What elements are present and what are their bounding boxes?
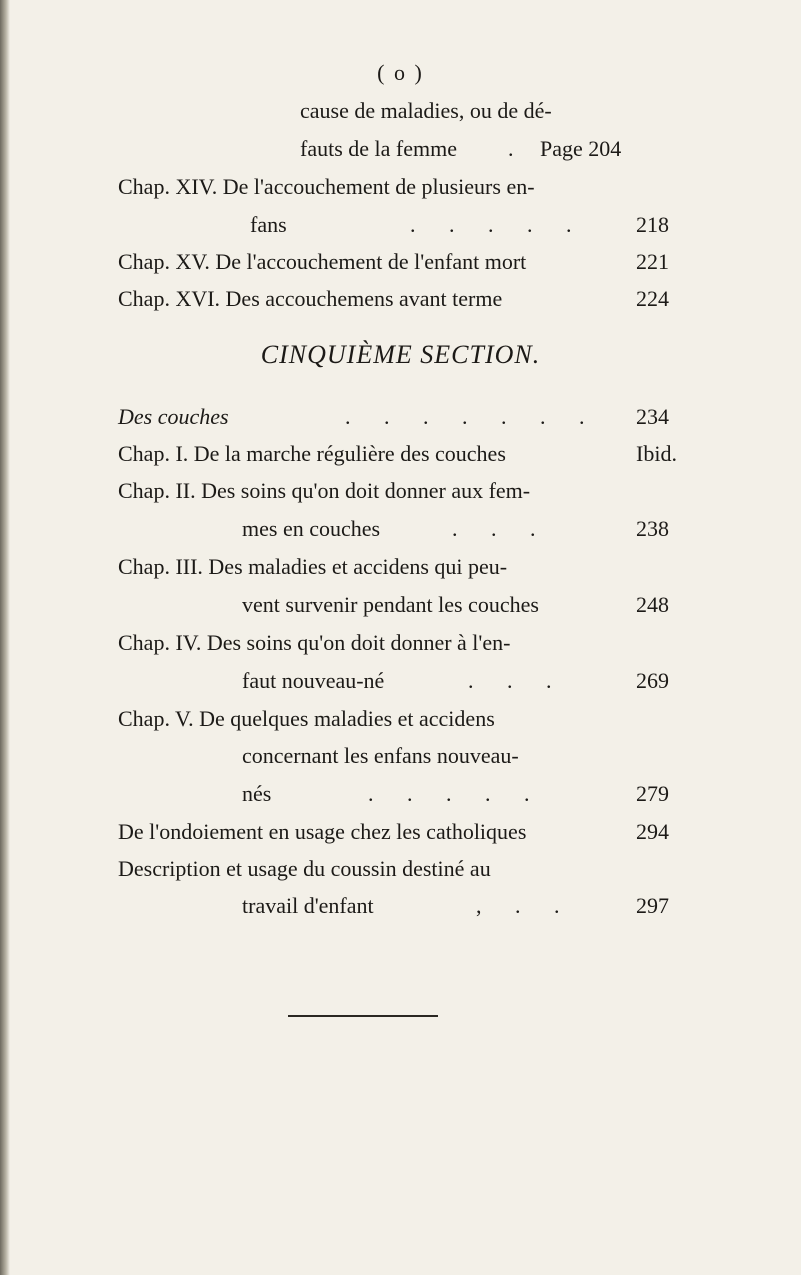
toc-line-text: De l'ondoiement en usage chez les catholiques: [118, 819, 527, 844]
toc-line: [0, 626, 801, 660]
toc-page-number: 279: [636, 781, 669, 806]
toc-line: [0, 437, 801, 471]
toc-page-number: 221: [636, 249, 669, 274]
toc-line-text: Chap. II. Des soins qu'on doit donner aux fem-: [118, 478, 531, 503]
page-number: ( o ): [377, 60, 424, 85]
toc-line: [0, 474, 801, 508]
toc-page-number: 218: [636, 212, 669, 237]
toc-line-text: Description et usage du coussin destiné au: [118, 856, 491, 881]
toc-line: [0, 512, 801, 546]
toc-line-text: Chap. V. De quelques maladies et accidens: [118, 706, 495, 731]
toc-line: [0, 94, 801, 128]
leader-dots: . . . . .: [368, 781, 544, 806]
toc-line: [0, 702, 801, 736]
toc-line: [0, 852, 801, 886]
toc-line-text: Chap. III. Des maladies et accidens qui peu-: [118, 554, 508, 579]
toc-line: [0, 245, 801, 279]
leader-dots: . . . . .: [410, 212, 586, 237]
leader-dots: , . .: [476, 893, 574, 918]
toc-line: [0, 208, 801, 242]
toc-line: [0, 739, 801, 773]
toc-line-text: faut nouveau-né: [242, 668, 385, 693]
toc-line-text: Chap. IV. Des soins qu'on doit donner à l'en-: [118, 630, 511, 655]
toc-line: [0, 170, 801, 204]
toc-line-text: travail d'enfant: [242, 893, 374, 918]
leader-dots: . . . . . . .: [345, 404, 599, 429]
toc-line-text: Chap. I. De la marche régulière des couches: [118, 441, 506, 466]
toc-page-number: 297: [636, 893, 669, 918]
toc-page-number: 294: [636, 819, 669, 844]
toc-line-text: Des couches: [118, 404, 229, 429]
toc-line: [0, 889, 801, 923]
toc-line: [0, 282, 801, 316]
leader-dots: . . .: [452, 516, 550, 541]
toc-page-number: Ibid.: [636, 441, 677, 466]
toc-line-text: mes en couches: [242, 516, 381, 541]
toc-line-text: fauts de la femme: [300, 136, 457, 161]
toc-page-number: Page 204: [540, 136, 622, 161]
toc-line-text: nés: [242, 781, 272, 806]
toc-line: [0, 588, 801, 622]
leader-dots: .: [508, 136, 528, 161]
toc-line-text: vent survenir pendant les couches: [242, 592, 539, 617]
toc-line: [0, 132, 801, 166]
toc-page-number: 234: [636, 404, 669, 429]
toc-line-text: cause de maladies, ou de dé-: [300, 98, 552, 123]
toc-page-number: 224: [636, 286, 669, 311]
toc-line-text: fans: [250, 212, 287, 237]
toc-line-text: Chap. XIV. De l'accouchement de plusieurs en-: [118, 174, 535, 199]
section-heading: CINQUIÈME SECTION.: [260, 340, 541, 369]
toc-line-text: concernant les enfans nouveau-: [242, 743, 519, 768]
toc-line-text: Chap. XV. De l'accouchement de l'enfant mort: [118, 249, 527, 274]
toc-line: [0, 664, 801, 698]
toc-page-number: 238: [636, 516, 669, 541]
toc-page-number: 248: [636, 592, 669, 617]
closing-rule: [288, 1015, 438, 1017]
toc-page-number: 269: [636, 668, 669, 693]
toc-line: [0, 400, 801, 434]
toc-line: [0, 777, 801, 811]
leader-dots: . . .: [468, 668, 566, 693]
toc-line: [0, 550, 801, 584]
toc-line: [0, 815, 801, 849]
toc-line-text: Chap. XVI. Des accouchemens avant terme: [118, 286, 503, 311]
